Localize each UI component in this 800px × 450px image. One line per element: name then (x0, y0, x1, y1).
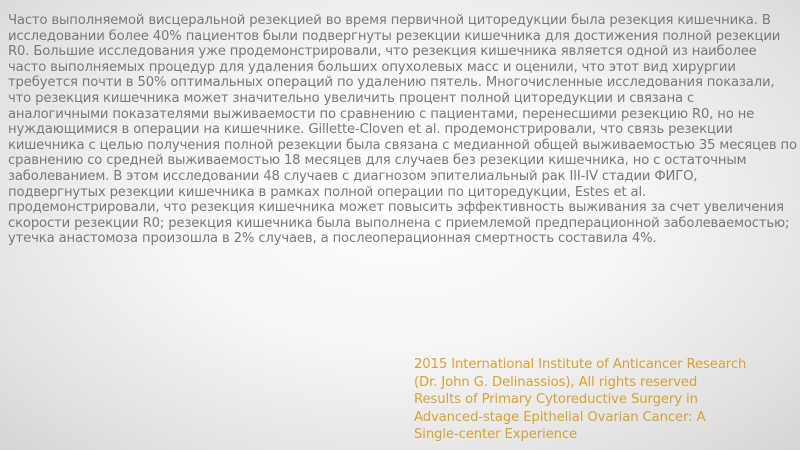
body-paragraph (8, 13, 798, 247)
body-line: процент полной циторедукции и связана с аналогичными показателями выживаемости по сравнению (8, 90, 695, 122)
citation-line: Results of Primary Cytoreductive Surgery in (414, 392, 698, 407)
body-line: достижения полной резекции R0. Большие исследования уже продемонстрировали, что резекция (8, 28, 781, 60)
body-line: Gillette-Cloven et al. продемонстрировали, что связь резекции кишечника с целью получения полной (8, 122, 733, 153)
body-line: Часто выполняемой висцеральной резекцией во время первичной циторедукции была резекция (8, 13, 674, 28)
citation-line: (Dr. John G. Delinassios), All rights reserved (414, 374, 698, 390)
source-citation (414, 356, 794, 444)
citation-line: Advanced-stage Epithelial Ovarian Cancer: A (414, 409, 706, 425)
body-line: заболеваемостью; утечка анастомоза произошла в 2% случаев, а послеоперационная смертность (8, 215, 790, 247)
body-line: кишечника является одной из наиболее часто выполняемых процедур для удаления больших опухолевых (8, 44, 757, 75)
citation-line: 2015 International Institute of Anticancer Research (414, 357, 747, 372)
body-line: этом исследовании 48 случаев с диагнозом эпителиальный рак III-IV стадии ФИГО, подвергнутых (8, 168, 698, 200)
citation-line: Single-center Experience (414, 427, 578, 442)
body-line: составила 4%. (558, 231, 657, 247)
body-line: резекции кишечника в рамках полной операции по циторедукции, Estes et al. продемонстрировали, (8, 184, 647, 216)
body-line: пятель. Многочисленные исследования показали, что резекция кишечника может значительно увеличить (8, 75, 775, 106)
body-line: выживаемостью 18 месяцев для случаев без резекции кишечника, но с остаточным заболеванием. В (8, 153, 747, 184)
body-line: с пациентами, перенесшими резекцию R0, но не нуждающимися в операции на кишечнике. (8, 106, 755, 138)
body-line: кишечника. В исследовании более 40% пациентов были подвергнуты резекции кишечника для (8, 13, 771, 44)
body-line: резекции R0; резекция кишечника была выполнена с приемлемой предперационной (74, 215, 660, 231)
body-line: резекции была связана с медианной общей выживаемостью 35 месяцев по сравнению со средней (8, 137, 797, 169)
body-line: что резекция кишечника может повысить эффективность выживания за счет увеличения скорости (8, 200, 784, 231)
body-line: масс и оценили, что этот вид хирургии требуется почти в 50% оптимальных операций по удалению (8, 59, 736, 91)
